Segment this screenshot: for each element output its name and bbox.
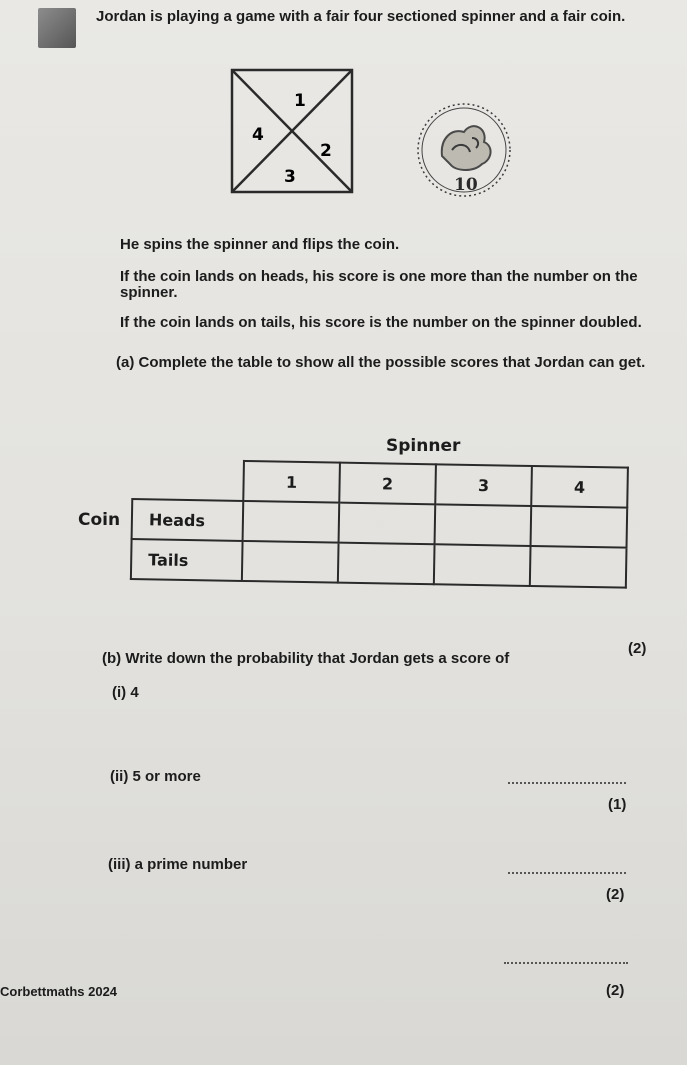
column-header: 2	[339, 463, 436, 505]
part-b-item-label: (i) 4	[112, 684, 139, 701]
part-a-instruction: (a) Complete the table to show all the possible scores that Jordan can get.	[116, 354, 646, 371]
rule-tails: If the coin lands on tails, his score is the number on the spinner doubled.	[120, 314, 642, 331]
answer-line[interactable]	[504, 962, 628, 964]
answer-cell[interactable]	[531, 506, 628, 548]
table-row	[131, 539, 627, 588]
footer-credit: Corbettmaths 2024	[0, 984, 118, 999]
answer-cell[interactable]	[435, 504, 532, 546]
row-header: Heads	[132, 499, 244, 541]
row-header: Tails	[131, 539, 243, 581]
spinner-number: 1	[294, 91, 306, 111]
question-number-badge	[38, 8, 76, 48]
answer-cell[interactable]	[338, 543, 435, 585]
column-header: 4	[531, 466, 628, 508]
answer-line[interactable]	[508, 782, 626, 784]
spinner-diagram	[228, 64, 358, 198]
coin-value: 10	[454, 175, 478, 195]
table-title: Spinner	[386, 436, 461, 456]
coin-lion-emblem	[442, 126, 491, 170]
part-b-item-marks: (2)	[606, 886, 625, 903]
coin-illustration	[412, 98, 518, 202]
part-b-item-marks: (2)	[606, 982, 625, 999]
answer-cell[interactable]	[530, 546, 627, 588]
table-row-title: Coin	[78, 510, 121, 530]
rule-heads-line2: spinner.	[120, 284, 178, 301]
answer-cell[interactable]	[242, 541, 339, 583]
question-intro: Jordan is playing a game with a fair four sectioned spinner and a fair coin.	[96, 8, 626, 25]
spinner-number: 2	[320, 141, 332, 161]
score-table	[132, 458, 629, 580]
table-corner	[132, 459, 244, 501]
spinner-number: 3	[284, 167, 296, 187]
answer-cell[interactable]	[434, 544, 531, 586]
answer-cell[interactable]	[243, 501, 340, 543]
part-b-item-label: (iii) a prime number	[108, 856, 248, 873]
column-header: 3	[435, 464, 532, 506]
part-a-marks: (2)	[628, 640, 647, 657]
part-b-prompt: (b) Write down the probability that Jordan gets a score of	[102, 650, 510, 667]
answer-line[interactable]	[508, 872, 626, 874]
spin-text: He spins the spinner and flips the coin.	[120, 236, 400, 253]
part-b-item-marks: (1)	[608, 796, 627, 813]
answer-cell[interactable]	[339, 503, 436, 545]
part-b-item-label: (ii) 5 or more	[110, 768, 201, 785]
column-header: 1	[243, 461, 340, 503]
spinner-number: 4	[252, 125, 264, 145]
rule-heads-line1: If the coin lands on heads, his score is one more than the number on the	[120, 268, 638, 285]
